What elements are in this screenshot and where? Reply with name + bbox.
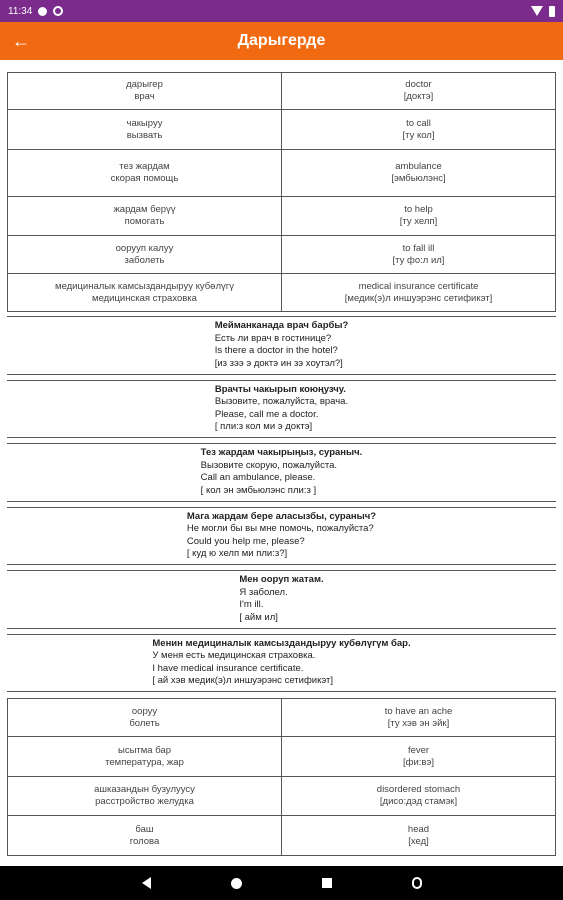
vocab-native-cell: медициналык камсыздандыруу кубөлүгү медицинская страховка	[8, 274, 282, 312]
sync-icon	[53, 6, 63, 16]
vocab-native-cell: чакыруу вызвать	[8, 110, 282, 150]
status-bar	[0, 0, 563, 22]
phrase-list	[7, 316, 556, 692]
phrase-item	[7, 380, 556, 439]
phrase-transcription: [ кол эн эмбьюлэнс пли:з ]	[200, 484, 317, 496]
phrase-russian: Вызовите скорую, пожалуйста.	[200, 459, 337, 471]
phrase-item	[7, 570, 556, 629]
phrase-native: Менин медициналык камсыздандыруу кубөлүгүм бар.	[152, 637, 411, 649]
phrase-item	[7, 634, 556, 693]
phrase-item	[7, 316, 556, 375]
phrase-native: Мейманканада врач барбы?	[214, 320, 349, 331]
nav-recents-icon[interactable]	[322, 878, 332, 888]
vocab-english-cell: to have an ache [ту хэв эн эйк]	[282, 699, 556, 737]
phrase-english: I have medical insurance certificate.	[152, 662, 304, 674]
phrase-native: Мага жардам бере аласызбы, сураныч?	[186, 510, 377, 522]
vocab-english-cell: disordered stomach [дисо:дэд стамэк]	[282, 777, 556, 816]
back-button[interactable]	[6, 26, 36, 56]
vocab-english-cell: fever [фи:вэ]	[282, 737, 556, 777]
arrow-left-icon: ←	[12, 30, 30, 51]
app-bar	[0, 22, 563, 60]
vocab-native-cell: дарыгер врач	[8, 73, 282, 110]
vocab-native-cell: оорууп калуу заболеть	[8, 236, 282, 274]
phrase-english: Call an ambulance, please.	[200, 472, 316, 483]
vocab-english-cell: medical insurance certificate [медик(э)л иншуэрэнс сетификэт]	[282, 274, 556, 312]
vocab-english-cell: to help [ту хелп]	[282, 197, 556, 236]
table-row	[8, 777, 556, 816]
vocab-english-cell: ambulance [эмбьюлэнс]	[282, 150, 556, 197]
notification-icon	[38, 7, 47, 16]
vocab-table-bottom	[7, 698, 556, 856]
phrase-russian: Я заболел.	[239, 586, 288, 598]
page-title: Дарыгерде	[237, 32, 326, 49]
vocab-native-cell: ашказандын бузулуусу расстройство желудка	[8, 777, 282, 816]
vocab-table-top	[7, 72, 556, 312]
nav-back-icon[interactable]	[142, 877, 151, 889]
vocab-english-cell: head [хед]	[282, 816, 556, 856]
phrase-native: Врачты чакырып коюңузчу.	[214, 383, 346, 395]
phrase-russian: Есть ли врач в гостинице?	[214, 332, 332, 344]
vocab-english-cell: to fall ill [ту фо:л ил]	[282, 236, 556, 274]
vocab-native-cell: ысытма бар температура, жар	[8, 737, 282, 777]
phrase-native: Мен ооруп жатам.	[239, 574, 324, 585]
phrase-english: Please, call me a doctor.	[214, 408, 319, 420]
keyboard-icon[interactable]	[412, 877, 422, 889]
table-row	[8, 197, 556, 236]
phrase-transcription: [ куд ю хелп ми пли:з?]	[186, 548, 288, 559]
phrase-russian: У меня есть медицинская страховка.	[152, 650, 316, 661]
vocab-english-cell: to call [ту кол]	[282, 110, 556, 150]
phrase-russian: Не могли бы вы мне помочь, пожалуйста?	[186, 523, 374, 534]
phrase-english: Could you help me, please?	[186, 535, 305, 547]
vocab-native-cell: тез жардам скорая помощь	[8, 150, 282, 197]
table-row	[8, 699, 556, 737]
table-row	[8, 150, 556, 197]
phrase-russian: Вызовите, пожалуйста, врача.	[214, 396, 349, 407]
battery-icon	[549, 6, 555, 17]
phrase-native: Тез жардам чакырыңыз, сураныч.	[200, 447, 363, 458]
phrase-transcription: [ ай хэв медик(э)л иншуэрэнс сетификэт]	[152, 675, 333, 686]
phrase-transcription: [ пли:з кол ми э доктэ]	[214, 421, 313, 432]
content-scroll[interactable]	[0, 60, 563, 866]
table-row	[8, 236, 556, 274]
vocab-native-cell: баш голова	[8, 816, 282, 856]
vocab-native-cell: ооруу болеть	[8, 699, 282, 737]
table-row	[8, 110, 556, 150]
status-time: 11:34	[8, 5, 33, 17]
vocab-native-cell: жардам берүү помогать	[8, 197, 282, 236]
table-row	[8, 274, 556, 312]
vocab-english-cell: doctor [доктэ]	[282, 73, 556, 110]
phrase-transcription: [из зээ э доктэ ин зэ хоутэл?]	[214, 357, 343, 369]
table-row	[8, 816, 556, 856]
table-row	[8, 737, 556, 777]
phrase-english: Is there a doctor in the hotel?	[214, 345, 338, 356]
table-row	[8, 73, 556, 110]
phrase-english: I'm ill.	[239, 599, 264, 610]
navigation-bar	[0, 866, 563, 900]
wifi-icon	[531, 6, 543, 16]
phrase-item	[7, 443, 556, 502]
phrase-item	[7, 507, 556, 566]
phrase-transcription: [ айм ил]	[239, 611, 278, 623]
nav-home-icon[interactable]	[231, 878, 242, 889]
